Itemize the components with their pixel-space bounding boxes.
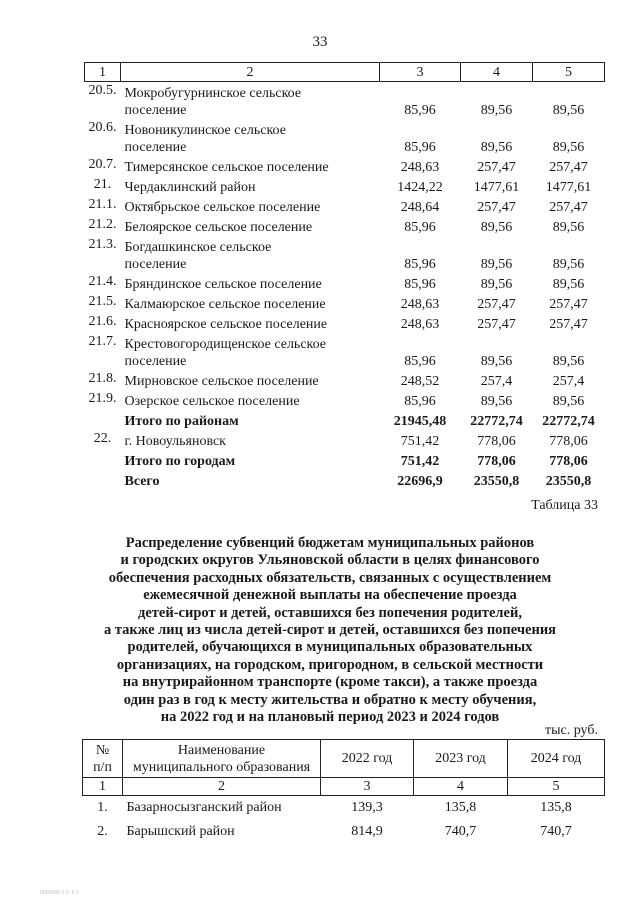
row-number: 21.5. (88, 293, 117, 309)
value-2023: 89,56 (480, 393, 513, 409)
title-line: на 2022 год и на плановый период 2023 и 2024 годов (160, 709, 500, 726)
value-2024: 257,4 (552, 373, 585, 389)
value-2023: 740,7 (444, 824, 477, 839)
row-number: 21.3. (88, 236, 117, 252)
row-name-line: поселение (124, 353, 187, 369)
table-row (85, 470, 605, 490)
table-label: Таблица 33 (531, 498, 598, 513)
row-name (121, 119, 380, 156)
title-line: а также лиц из числа детей-сирот и детей, оставшихся без попечения (103, 622, 557, 639)
title-line: Распределение субвенций бюджетам муниципальных районов (125, 535, 535, 551)
row-name-line: поселение (124, 256, 187, 272)
value-2024: 740,7 (540, 824, 572, 839)
table-body (85, 82, 605, 490)
row-number: 21. (93, 176, 112, 192)
table-continuation (84, 62, 605, 490)
row-number: 1. (97, 800, 108, 816)
page-number: 33 (312, 34, 328, 50)
row-number: 21.2. (88, 216, 117, 232)
row-number: 21.6. (88, 313, 117, 329)
row-name: Барышский район (126, 824, 235, 839)
value-2023: 89,56 (480, 139, 513, 155)
title-line: ежемесячной денежной выплаты на обеспечение проезда (143, 587, 517, 604)
table-row (85, 216, 605, 236)
value-2024: 89,56 (552, 102, 585, 118)
row-name-line: Итого по районам (124, 413, 239, 429)
header-num-line-1: № (95, 742, 110, 758)
value-2022: 85,96 (404, 353, 436, 369)
value-2023: 1477,61 (473, 179, 520, 195)
value-2022: 85,96 (404, 276, 436, 292)
value-2023: 22772,74 (470, 413, 523, 429)
value-2022: 85,96 (404, 256, 436, 272)
row-name (121, 236, 380, 273)
table-row (83, 796, 605, 820)
row-name (121, 293, 380, 313)
row-name-line: Калмаюрское сельское поселение (124, 296, 326, 312)
row-number: 21.4. (88, 273, 117, 289)
value-2024: 1477,61 (545, 179, 592, 195)
value-2023: 778,06 (477, 453, 516, 469)
table-title (60, 535, 600, 726)
row-name (121, 390, 380, 410)
value-2022: 751,42 (400, 433, 440, 449)
column-numbers-row (83, 778, 605, 796)
table-row (85, 273, 605, 293)
value-2024: 89,56 (552, 276, 585, 292)
table-row (85, 236, 605, 273)
footer-code: ПЗ6000-1/1-Т/1 (40, 890, 80, 896)
value-2022: 85,96 (404, 393, 436, 409)
row-number: 21.9. (88, 390, 117, 406)
value-2024: 89,56 (552, 219, 585, 235)
table-row (83, 820, 605, 844)
row-name (121, 430, 380, 450)
value-2024: 778,06 (549, 453, 588, 469)
table-row (85, 450, 605, 470)
value-2024: 257,47 (549, 316, 588, 332)
row-number: 22. (93, 430, 112, 446)
row-number: 21.8. (88, 370, 117, 386)
header-2022: 2022 год (321, 740, 414, 778)
row-number: 20.6. (88, 119, 117, 135)
value-2023: 257,47 (477, 199, 516, 215)
value-2023: 257,47 (477, 316, 516, 332)
table-row (85, 119, 605, 156)
row-name-line: Красноярское сельское поселение (124, 316, 328, 332)
title-line: родителей, обучающихся в муниципальных образовательных (127, 639, 533, 656)
table-header-row (85, 63, 605, 82)
header-name-line-2: муниципального образования (132, 759, 311, 775)
table-row (85, 390, 605, 410)
header-name (123, 740, 321, 778)
header-2023: 2023 год (414, 740, 508, 778)
table-row (85, 293, 605, 313)
header-name-line-1: Наименование (177, 742, 266, 758)
value-2023: 89,56 (480, 102, 513, 118)
row-name-line: Бряндинское сельское поселение (124, 276, 322, 292)
row-name (121, 313, 380, 333)
table-row (85, 82, 605, 119)
table-row (85, 156, 605, 176)
colnum-2: 2 (123, 778, 321, 796)
value-2023: 135,8 (444, 800, 477, 816)
value-2023: 89,56 (480, 353, 513, 369)
row-name (121, 333, 380, 370)
row-name (121, 273, 380, 293)
row-name-line: Итого по городам (124, 453, 236, 469)
row-name (121, 216, 380, 236)
value-2022: 248,63 (400, 159, 440, 175)
row-name-line: Белоярское сельское поселение (124, 219, 313, 235)
colnum-5: 5 (508, 778, 605, 796)
row-name-line: Чердаклинский район (124, 179, 256, 195)
table-row (85, 333, 605, 370)
table-body (83, 796, 605, 844)
row-name-line: Октябрьское сельское поселение (124, 199, 321, 215)
row-name-line: Новоникулинское сельское (124, 122, 286, 138)
title-line: и городских округов Ульяновской области в целях финансового (120, 552, 540, 569)
value-2022: 248,63 (400, 296, 440, 312)
row-number: 21.7. (88, 333, 117, 349)
value-2022: 248,52 (400, 373, 440, 389)
value-2023: 778,06 (477, 433, 516, 449)
value-2022: 248,63 (400, 316, 440, 332)
row-name-line: г. Новоульяновск (124, 433, 226, 449)
value-2023: 23550,8 (473, 473, 520, 489)
title-line: организациях, на городском, пригородном, в сельской местности (116, 656, 544, 673)
value-2024: 89,56 (552, 256, 585, 272)
value-2022: 22696,9 (397, 473, 443, 489)
row-number: 20.7. (88, 156, 117, 172)
header-col-2: 2 (121, 63, 380, 82)
title-line: обеспечения расходных обязательств, связанных с осуществлением (108, 569, 552, 586)
row-name: Базарносызганский район (126, 800, 282, 816)
value-2023: 257,47 (477, 159, 516, 175)
value-2022: 85,96 (404, 102, 436, 118)
table-row (85, 370, 605, 390)
table-row (85, 313, 605, 333)
row-name (121, 196, 380, 216)
header-col-4: 4 (461, 63, 533, 82)
value-2023: 257,4 (480, 373, 513, 389)
row-name (121, 470, 380, 490)
table-header-row (83, 740, 605, 778)
subvention-table (82, 739, 605, 844)
title-line: на внутрирайонном транспорте (кроме такси), а также проезда (122, 674, 538, 691)
row-name-line: Мирновское сельское поселение (124, 373, 319, 389)
value-2022: 751,42 (400, 453, 440, 469)
title-line: детей-сирот и детей, оставшихся без попечения родителей, (138, 604, 522, 621)
value-2023: 89,56 (480, 219, 513, 235)
header-2024: 2024 год (508, 740, 605, 778)
value-2022: 248,64 (400, 199, 440, 215)
value-2024: 257,47 (549, 199, 588, 215)
value-2024: 22772,74 (542, 413, 595, 429)
value-2022: 814,9 (351, 824, 383, 839)
row-name-line: Мокробугурнинское сельское (124, 85, 302, 101)
value-2024: 778,06 (549, 433, 588, 449)
value-2024: 135,8 (540, 800, 572, 816)
row-name (121, 176, 380, 196)
value-2024: 23550,8 (545, 473, 592, 489)
colnum-1: 1 (83, 778, 123, 796)
row-name-line: Озерское сельское поселение (124, 393, 300, 409)
value-2023: 89,56 (480, 276, 513, 292)
row-name (121, 370, 380, 390)
row-name-line: Тимерсянское сельское поселение (124, 159, 329, 175)
header-num (83, 740, 123, 778)
row-name (121, 82, 380, 119)
table-row (85, 410, 605, 430)
table-row (85, 430, 605, 450)
row-number: 2. (97, 824, 108, 839)
header-col-5: 5 (533, 63, 605, 82)
value-2023: 89,56 (480, 256, 513, 272)
value-2023: 257,47 (477, 296, 516, 312)
value-2024: 89,56 (552, 139, 585, 155)
table-row (85, 196, 605, 216)
row-name-line: Крестовогородищенское сельское (124, 336, 327, 352)
value-2022: 85,96 (404, 219, 436, 235)
row-number (85, 410, 121, 430)
row-name-line: Всего (124, 473, 160, 489)
value-2022: 85,96 (404, 139, 436, 155)
value-2022: 21945,48 (393, 413, 447, 429)
title-line: один раз в год к месту жительства и обратно к месту обучения, (123, 691, 537, 708)
header-num-line-2: п/п (93, 759, 112, 775)
row-number (85, 470, 121, 490)
row-name (121, 450, 380, 470)
row-name-line: поселение (124, 139, 187, 155)
unit-label: тыс. руб. (545, 723, 598, 738)
table-row (85, 176, 605, 196)
value-2024: 89,56 (552, 393, 585, 409)
row-name-line: Богдашкинское сельское (124, 239, 272, 255)
header-col-3: 3 (380, 63, 461, 82)
value-2024: 257,47 (549, 159, 588, 175)
row-number: 21.1. (88, 196, 117, 212)
row-name-line: поселение (124, 102, 187, 118)
value-2022: 139,3 (351, 800, 383, 816)
value-2022: 1424,22 (397, 179, 443, 195)
value-2024: 257,47 (549, 296, 588, 312)
row-name (121, 156, 380, 176)
row-number: 20.5. (88, 83, 117, 98)
colnum-4: 4 (414, 778, 508, 796)
value-2024: 89,56 (552, 353, 585, 369)
row-name (121, 410, 380, 430)
header-col-1: 1 (85, 63, 121, 82)
row-number (85, 450, 121, 470)
colnum-3: 3 (321, 778, 414, 796)
